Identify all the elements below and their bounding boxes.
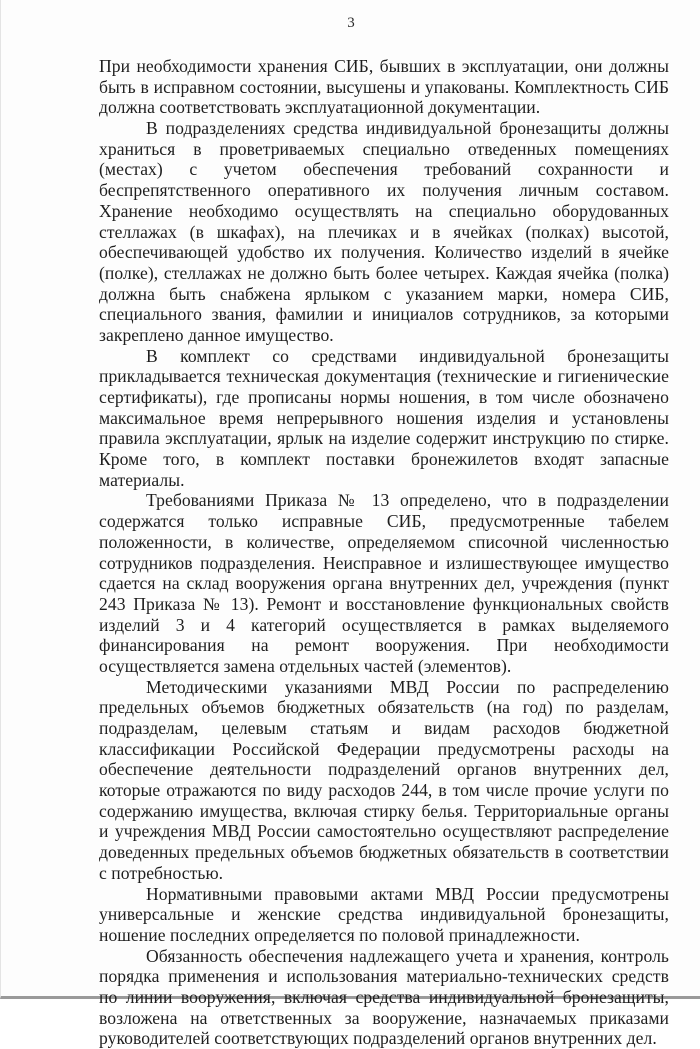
- paragraph-storage-conditions: В подразделениях средства индивидуальной бронезащиты должны храниться в проветриваемых специально отведенных помещениях (местах) с учетом обеспечения требований сохранности и беспрепятственного оперативного их получения личным составом. Хранение необходимо осуществлять на специально оборудованных стеллажах (в шкафах), на плечиках и в ячейках (полках) высотой, обеспечивающей удобство их получения. Количество изделий в ячейке (полке), стеллажах не должно быть более четырех. Каждая ячейка (полка) должна быть снабжена ярлыком с указанием марки, номера СИБ, специального звания, фамилии и инициалов сотрудников, за которыми закреплено данное имущество.: [99, 118, 669, 345]
- paragraph-regulatory-acts: Нормативными правовыми актами МВД России предусмотрены универсальные и женские средства индивидуальной бронезащиты, ношение последних определяется по половой принадлежности.: [99, 883, 669, 945]
- paragraph-budget-guidelines: Методическими указаниями МВД России по распределению предельных объемов бюджетных обязательств (на год) по разделам, подразделам, целевым статьям и видам расходов бюджетной классификации Российской Федерации предусмотрены расходы на обеспечение деятельности подразделений органов внутренних дел, которые отражаются по виду расходов 244, в том числе прочие услуги по содержанию имущества, включая стирку белья. Территориальные органы и учреждения МВД России самостоятельно осуществляют распределение доведенных предельных объемов бюджетных обязательств в соответствии с потребностью.: [99, 676, 669, 883]
- paragraph-continuation: При необходимости хранения СИБ, бывших в эксплуатации, они должны быть в исправном состоянии, высушены и упакованы. Комплектность СИБ должна соответствовать эксплуатационной документации.: [99, 56, 669, 118]
- paragraph-responsibility: Обязанность обеспечения надлежащего учета и хранения, контроль порядка применения и использования материально-технических средств по линии вооружения, включая средства индивидуальной бронезащиты, возложена на ответственных за вооружение, назначаемых приказами руководителей соответствующих подразделений органов внутренних дел.: [99, 945, 669, 1049]
- document-body: [99, 56, 669, 1049]
- paragraph-technical-documentation: В комплект со средствами индивидуальной бронезащиты прикладывается техническая документация (технические и гигиенические сертификаты), где прописаны нормы ношения, в том числе обозначено максимальное время непрерывного ношения изделия и установлены правила эксплуатации, ярлык на изделие содержит инструкцию по стирке. Кроме того, в комплект поставки бронежилетов входят запасные материалы.: [99, 345, 669, 490]
- page-number: 3: [347, 15, 355, 31]
- paragraph-order-13-requirements: Требованиями Приказа № 13 определено, что в подразделении содержатся только исправные СИБ, предусмотренные табелем положенности, в количестве, определяемом списочной численностью сотрудников подразделения. Неисправное и излишествующее имущество сдается на склад вооружения органа внутренних дел, учреждения (пункт 243 Приказа № 13). Ремонт и восстановление функциональных свойств изделий 3 и 4 категорий осуществляется в рамках выделяемого финансирования на ремонт вооружения. При необходимости осуществляется замена отдельных частей (элементов).: [99, 490, 669, 676]
